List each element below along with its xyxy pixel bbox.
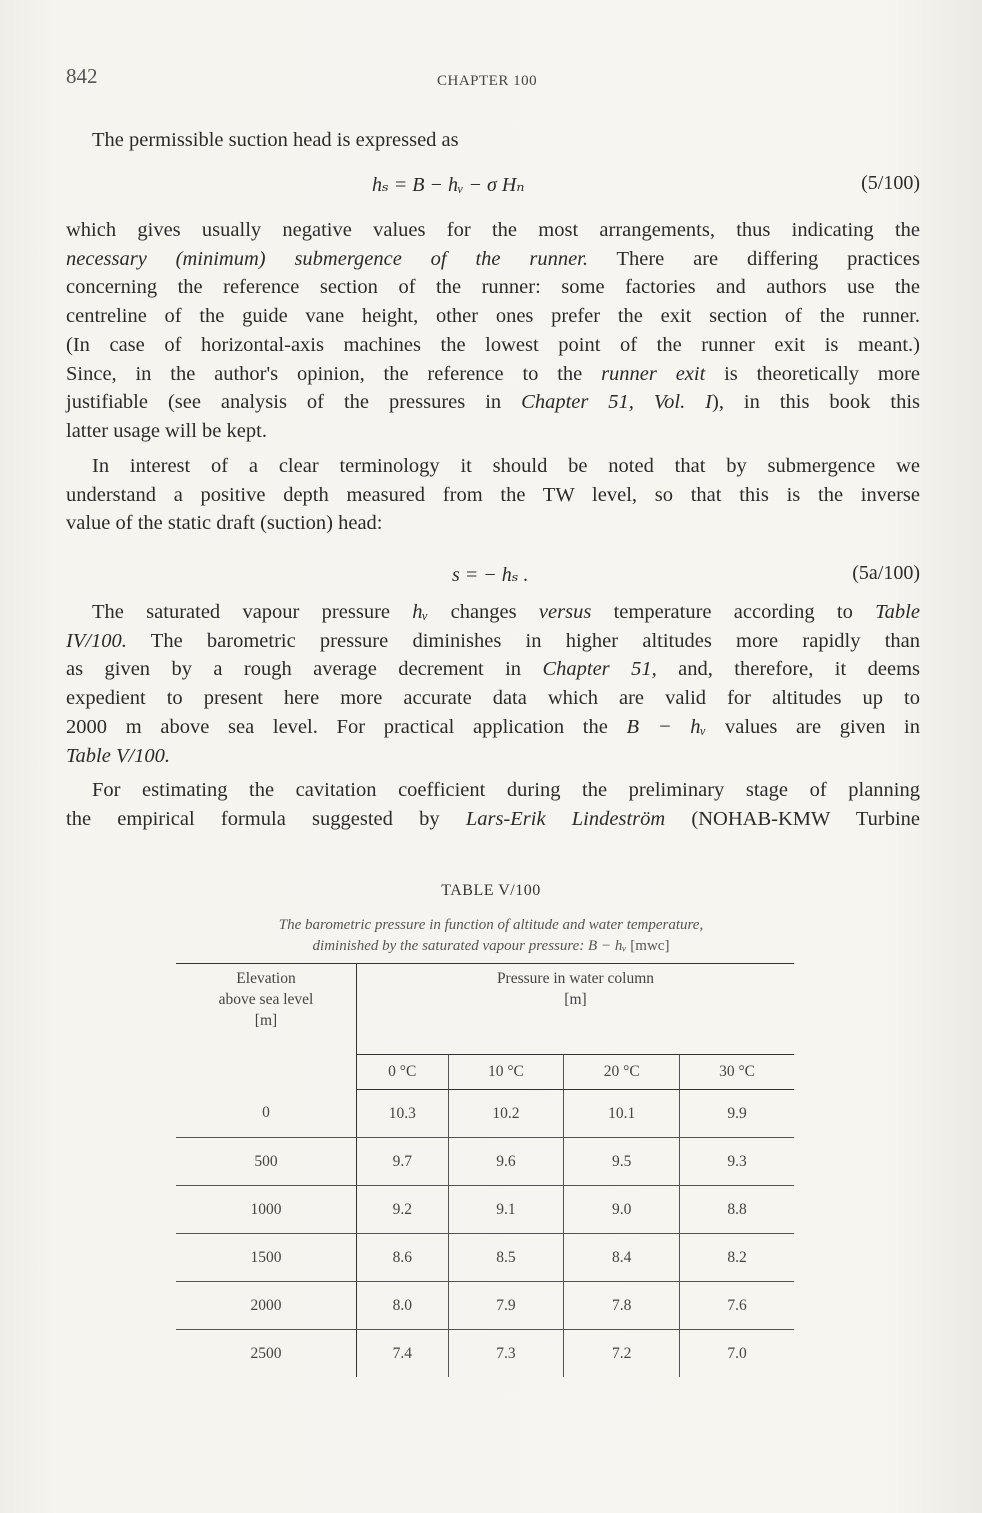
pressure-table: [176, 963, 794, 1377]
formula-expression: hₛ = B − hᵥ − σ Hₙ: [372, 174, 525, 196]
elevation-cell: 0: [176, 1090, 357, 1138]
paragraph-1: which gives usually negative values for the most arrangements, thus indicating the necessary (minimum) submergence of the runner. There are differing practices concerning the reference section of the runner: some factories and authors use the centreline of the guide vane height, other ones prefer the exit section of the runner. (In case of horizontal-axis machines the lowest point of the runner exit is meant.) Since, in the author's opinion, the reference to the runner exit is theoretically more justifiable (see analysis of the pressures in Chapter 51, Vol. I), in this book this latter usage will be kept.: [66, 219, 921, 442]
intro-text: The permissible suction head is expressed as: [92, 129, 459, 151]
value-cell: 8.5: [448, 1234, 564, 1282]
value-cell: 7.2: [564, 1330, 680, 1378]
table-row: [176, 1282, 794, 1330]
paragraph-4: For estimating the cavitation coefficient during the preliminary stage of planning the empirical formula suggested by Lars-Erik Lindeström (NOHAB-KMW Turbine: [66, 779, 920, 830]
value-cell: 8.4: [564, 1234, 680, 1282]
value-cell: 9.6: [448, 1138, 564, 1186]
value-cell: 9.7: [357, 1138, 449, 1186]
value-cell: 9.5: [564, 1138, 680, 1186]
elevation-header: Elevation above sea level [m]: [176, 964, 357, 1090]
temp-header: 10 °C: [448, 1055, 564, 1090]
table-row: [176, 1186, 794, 1234]
elevation-cell: 2000: [176, 1282, 357, 1330]
equation-number: (5a/100): [852, 562, 920, 584]
value-cell: 9.2: [357, 1186, 449, 1234]
value-cell: 8.0: [357, 1282, 449, 1330]
value-cell: 9.1: [448, 1186, 564, 1234]
table-caption: The barometric pressure in function of altitude and water temperature, diminished by the saturated vapour pressure: B − hᵥ [mwc]: [278, 917, 704, 954]
running-head: CHAPTER 100: [437, 73, 538, 89]
paragraph-3: The saturated vapour pressure hᵥ changes versus temperature according to Table IV/100. The barometric pressure diminishes in higher altitudes more rapidly than as given by a rough average decrement in Chapter 51, and, therefore, it deems expedient to present here more accurate data which are valid for altitudes up to 2000 m above sea level. For practical application the B − hᵥ values are given in Table V/100.: [66, 601, 920, 767]
table-row: [176, 1090, 794, 1138]
temp-header: 20 °C: [564, 1055, 680, 1090]
value-cell: 7.8: [564, 1282, 680, 1330]
value-cell: 8.2: [680, 1234, 794, 1282]
elevation-cell: 1500: [176, 1234, 357, 1282]
table-row: [176, 1330, 794, 1378]
table-title: TABLE V/100: [441, 882, 541, 899]
value-cell: 10.3: [357, 1090, 449, 1138]
value-cell: 7.9: [448, 1282, 564, 1330]
value-cell: 9.3: [680, 1138, 794, 1186]
table-row: [176, 1234, 794, 1282]
formula-expression: s = − hₛ .: [452, 564, 529, 586]
elevation-cell: 2500: [176, 1330, 357, 1378]
equation-number: (5/100): [861, 172, 920, 194]
value-cell: 9.9: [680, 1090, 794, 1138]
value-cell: 10.1: [564, 1090, 680, 1138]
elevation-cell: 1000: [176, 1186, 357, 1234]
value-cell: 7.0: [727, 1344, 747, 1362]
value-cell: 9.0: [564, 1186, 680, 1234]
pressure-header: Pressure in water column [m]: [357, 964, 795, 1055]
value-cell: 7.6: [680, 1282, 794, 1330]
value-cell: 8.8: [680, 1186, 794, 1234]
value-cell: 7.3: [448, 1330, 564, 1378]
table-row: [176, 1138, 794, 1186]
value-cell: 7.4: [357, 1330, 449, 1378]
page-number: 842: [66, 64, 98, 88]
paragraph-2: In interest of a clear terminology it should be noted that by submergence we understand a positive depth measured from the TW level, so that this is the inverse value of the static draft (suction) head:: [66, 455, 920, 535]
value-cell: 10.2: [448, 1090, 564, 1138]
elevation-cell: 500: [176, 1138, 357, 1186]
temp-header: 0 °C: [357, 1055, 449, 1090]
temp-header: 30 °C: [680, 1055, 794, 1090]
value-cell: 8.6: [357, 1234, 449, 1282]
